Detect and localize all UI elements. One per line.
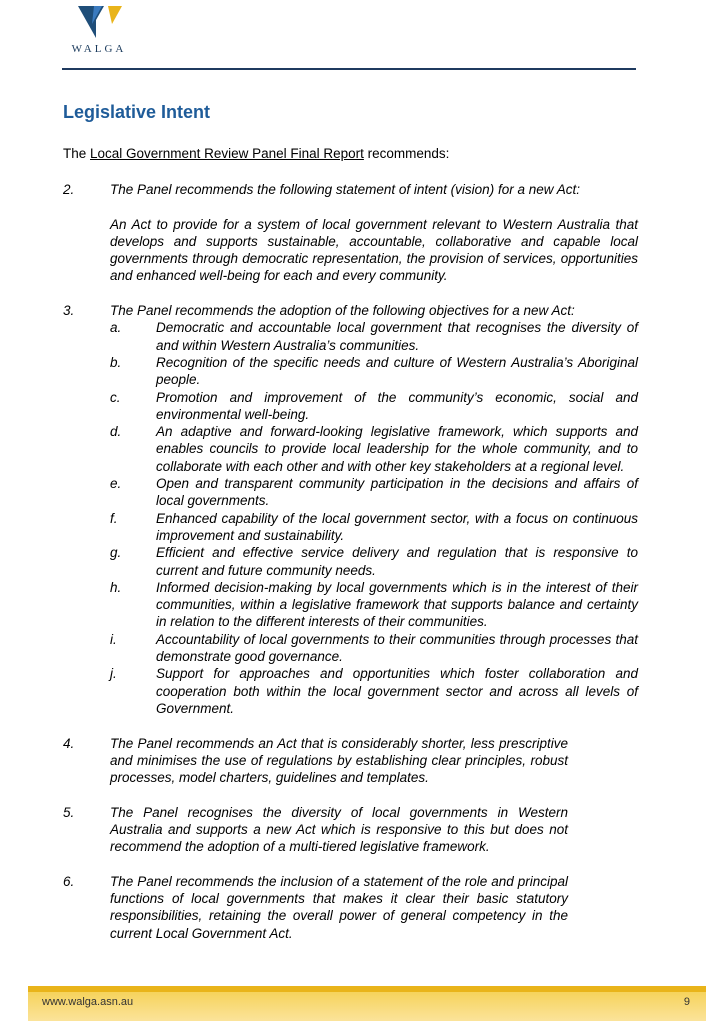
objective-item	[110, 510, 638, 545]
recommendation-text: The Panel recommends the following statement of intent (vision) for a new Act:	[110, 182, 580, 197]
recommendation-text: The Panel recommends the adoption of the following objectives for a new Act:	[110, 303, 575, 319]
recommendation-6	[63, 873, 568, 942]
objective-letter: h.	[110, 579, 122, 595]
header-rule	[62, 68, 636, 70]
recommendation-4	[63, 735, 568, 787]
objective-text: Promotion and improvement of the community’s economic, social and environmental well-being.	[156, 389, 638, 422]
recommendation-number: 5.	[63, 804, 75, 820]
logo-text: WALGA	[71, 43, 127, 55]
objective-item	[110, 319, 638, 354]
objective-letter: j.	[110, 666, 117, 682]
objective-item	[110, 544, 638, 579]
objective-letter: b.	[110, 354, 122, 370]
walga-logo-icon	[78, 6, 124, 40]
recommendation-2	[63, 181, 638, 285]
footer-url[interactable]: www.walga.asn.au	[42, 996, 134, 1008]
recommendation-number: 2.	[63, 182, 75, 197]
objective-letter: d.	[110, 424, 122, 440]
walga-logo	[66, 6, 132, 60]
recommendation-number: 3.	[63, 303, 75, 319]
objective-text: An adaptive and forward-looking legislative framework, which supports and enables councils to provide local leadership for the whole community, and to collaborate with each other and with other key stakeholders at a regional level.	[156, 424, 638, 474]
page-number: 9	[683, 996, 690, 1008]
recommendation-number: 6.	[63, 873, 75, 889]
recommendations-list	[63, 181, 638, 942]
objective-text: Support for approaches and opportunities which foster collaboration and cooperation both within the local government sector and across all levels of Government.	[156, 666, 638, 716]
intro-sentence	[63, 146, 449, 161]
objective-text: Recognition of the specific needs and culture of Western Australia’s Aboriginal people.	[156, 354, 638, 388]
objective-text: Enhanced capability of the local government sector, with a focus on continuous improvement and sustainability.	[156, 510, 638, 543]
objective-text: Informed decision-making by local governments which is in the interest of their communities, within a legislative framework that supports balance and certainty in relation to the different interests of their communities.	[156, 579, 638, 630]
recommendation-5	[63, 804, 568, 856]
objective-item	[110, 423, 638, 475]
recommendation-text: The Panel recognises the diversity of local governments in Western Australia and supports a new Act which is responsive to this but does not recommend the adoption of a multi-tiered legislative framework.	[110, 804, 568, 855]
objective-item	[110, 475, 638, 510]
objective-letter: a.	[110, 320, 122, 336]
objective-item	[110, 389, 638, 424]
objective-text: Democratic and accountable local government that recognises the diversity of and within Western Australia’s communities.	[156, 320, 638, 353]
objective-letter: g.	[110, 545, 122, 561]
objective-letter: f.	[110, 510, 118, 526]
objective-letter: e.	[110, 476, 122, 492]
page-heading: Legislative Intent	[63, 102, 211, 122]
objective-item	[110, 579, 638, 631]
recommendation-3	[63, 302, 638, 717]
intent-statement: An Act to provide for a system of local government relevant to Western Australia that develops and supports sustainable, accountable, collaborative and capable local governments through democratic representation, the provision of services, opportunities and enhanced well-being for each and every community.	[110, 216, 638, 284]
intro-suffix: recommends:	[363, 146, 450, 161]
report-link[interactable]: Local Government Review Panel Final Report	[90, 146, 364, 161]
objective-item	[110, 665, 638, 717]
intro-prefix: The	[63, 146, 91, 161]
objective-text: Accountability of local governments to their communities through processes that demonstrate good governance.	[156, 631, 638, 665]
page-footer	[28, 986, 706, 1021]
objective-text: Open and transparent community participation in the decisions and affairs of local governments.	[156, 476, 638, 509]
recommendation-number: 4.	[63, 735, 75, 751]
objective-item	[110, 354, 638, 389]
recommendation-text: The Panel recommends the inclusion of a statement of the role and principal functions of local governments that makes it clear their basic statutory responsibilities, retaining the overall power of general competency in the current Local Government Act.	[110, 873, 568, 941]
recommendation-text: The Panel recommends an Act that is considerably shorter, less prescriptive and minimises the use of regulations by establishing clear principles, robust processes, model charters, guidelines and templates.	[110, 735, 568, 786]
objective-text: Efficient and effective service delivery and regulation that is responsive to current and future community needs.	[156, 545, 638, 578]
objective-letter: i.	[110, 631, 117, 647]
objective-item	[110, 631, 638, 666]
objective-letter: c.	[110, 389, 121, 405]
